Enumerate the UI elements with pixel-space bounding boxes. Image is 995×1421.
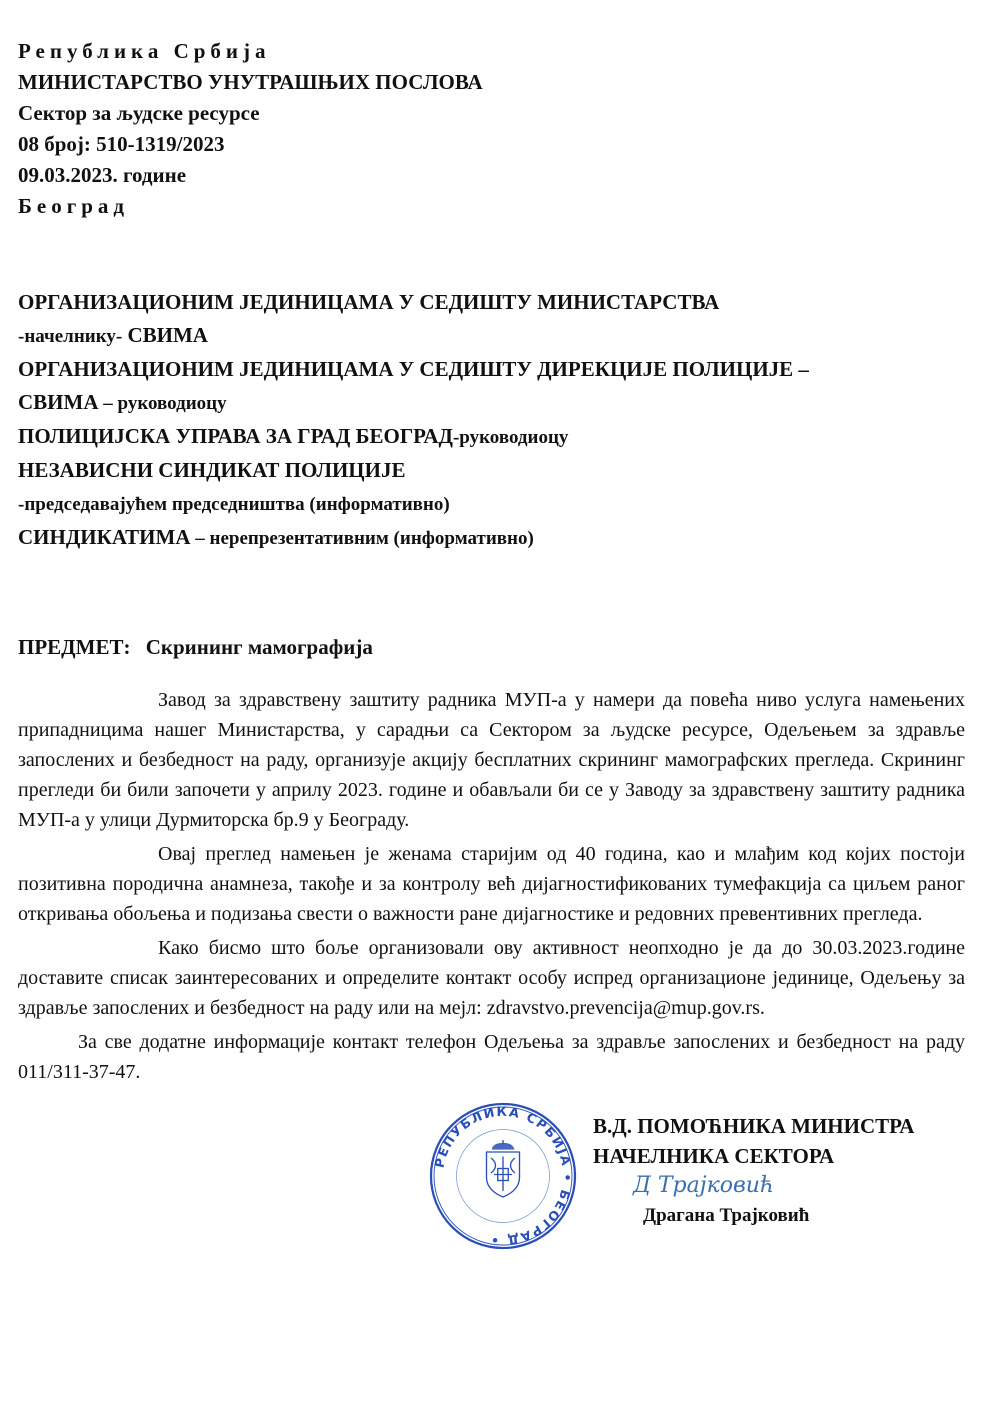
reference-number: 08 број: 510-1319/2023 — [18, 132, 225, 156]
recipient-5 — [18, 521, 965, 555]
recipient-2-role: – руководиоцу — [98, 393, 227, 414]
recipient-3 — [18, 420, 965, 454]
recipient-5-name: СИНДИКАТИМА — [18, 525, 191, 549]
subject-line — [18, 633, 965, 661]
signatory-title-1: В.Д. ПОМОЋНИКА МИНИСТРА — [593, 1114, 915, 1138]
letter-body — [18, 685, 965, 1087]
recipient-4 — [18, 454, 965, 487]
recipient-2-sub — [18, 386, 965, 420]
recipient-1-sub — [18, 319, 965, 353]
closing-block — [18, 1101, 965, 1301]
subject-text: Скрининг мамографија — [145, 635, 373, 659]
recipient-4-name: НЕЗАВИСНИ СИНДИКАТ ПОЛИЦИЈЕ — [18, 458, 406, 482]
country-name: Република Србија — [18, 39, 271, 63]
signatory-title-2: НАЧЕЛНИКА СЕКТОРА — [593, 1144, 835, 1168]
official-seal-stamp — [428, 1101, 578, 1251]
sector-name: Сектор за људске ресурсе — [18, 101, 260, 125]
handwritten-signature: Д Трајковић — [633, 1173, 775, 1198]
city-name: Београд — [18, 194, 130, 218]
recipient-4-role: -председавајућем председништва (информативно) — [18, 494, 450, 515]
recipient-1-all: СВИМА — [127, 323, 208, 347]
signature-block — [593, 1111, 953, 1231]
ministry-name: МИНИСТАРСТВО УНУТРАШЊИХ ПОСЛОВА — [18, 70, 483, 94]
recipient-1 — [18, 286, 965, 319]
recipient-3-role: -руководиоцу — [452, 427, 569, 448]
letterhead — [18, 36, 965, 222]
recipient-2-all: СВИМА — [18, 390, 99, 414]
recipients-block — [18, 286, 965, 555]
recipient-4-sub — [18, 487, 965, 521]
recipient-2 — [18, 353, 965, 386]
recipient-5-role: – нерепрезентативним (информативно) — [190, 528, 534, 549]
svg-text:РЕПУБЛИКА СРБИЈА • БЕОГРАД •: РЕПУБЛИКА СРБИЈА • БЕОГРАД • — [432, 1104, 575, 1248]
recipient-3-name: ПОЛИЦИЈСКА УПРАВА ЗА ГРАД БЕОГРАД — [18, 424, 453, 448]
recipient-1-name: ОРГАНИЗАЦИОНИМ ЈЕДИНИЦАМА У СЕДИШТУ МИНИСТАРСТВА — [18, 290, 720, 314]
body-paragraph-2: Овај преглед намењен је женама старијим од 40 година, као и млађим код којих постоји позитивна породична анамнеза, такође и за контролу већ дијагностификованих тумефакција са циљем раног откривања обољења и подизања свести о важности ране дијагностике и редовних превентивних прегледа. — [18, 843, 965, 925]
recipient-1-role: -начелнику- — [18, 326, 123, 347]
body-paragraph-3: Како бисмо што боље организовали ову активност неопходно је да до 30.03.2023.године доставите списак заинтересованих и определите контакт особу испред организационе јединице, Одељењу за здравље запослених и безбедност на раду или на мејл: zdravstvo.prevencija@mup.gov.rs. — [18, 937, 965, 1019]
body-paragraph-4: За све додатне информације контакт телефон Одељења за здравље запослених и безбедност на раду 011/311-37-47. — [18, 1031, 965, 1083]
document-date: 09.03.2023. године — [18, 163, 187, 187]
recipient-2-name: ОРГАНИЗАЦИОНИМ ЈЕДИНИЦАМА У СЕДИШТУ ДИРЕКЦИЈЕ ПОЛИЦИЈЕ – — [18, 357, 809, 381]
subject-label: ПРЕДМЕТ: — [18, 635, 131, 659]
signatory-name: Драгана Трајковић — [643, 1205, 810, 1226]
body-paragraph-1: Завод за здравствену заштиту радника МУП-а у намери да повећа ниво услуга намењених припадницима нашег Министарства, у сарадњи са Сектором за људске ресурсе, Одељењем за здравље запослених и безбедност на раду, организује акцију бесплатних скрининг мамографских прегледа. Скрининг прегледи би били започети у априлу 2023. године и обављали би се у Заводу за здравствену заштиту радника МУП-а у улици Дурмиторска бр.9 у Београду. — [18, 689, 965, 831]
